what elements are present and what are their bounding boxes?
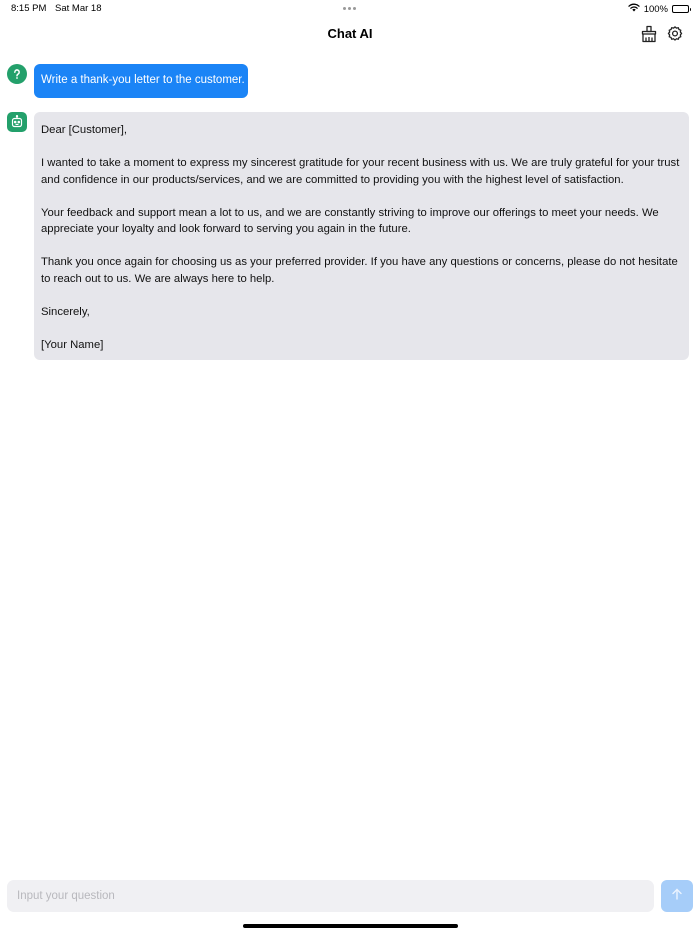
page-title: Chat AI <box>327 26 373 41</box>
status-bar <box>0 0 700 18</box>
bot-message-paragraph: Sincerely, <box>41 305 90 318</box>
bot-message-paragraph: I wanted to take a moment to express my sincerest gratitude for your recent business with us. We are truly grateful for your trust and confidence in our products/services, and we are committed to providing you with the highest level of satisfaction. <box>41 157 680 186</box>
battery-icon <box>672 5 689 13</box>
question-input-container <box>7 880 654 912</box>
user-message-text: Write a thank-you letter to the customer. <box>41 74 245 86</box>
status-left <box>11 3 102 14</box>
question-input[interactable] <box>7 880 654 912</box>
bot-message-paragraph: Dear [Customer], <box>41 124 128 136</box>
home-indicator[interactable] <box>243 924 458 928</box>
bot-message-paragraph: [Your Name] <box>41 338 104 351</box>
status-time: 8:15 PM <box>11 3 47 14</box>
status-date: Sat Mar 18 <box>55 3 102 14</box>
user-message-bubble[interactable] <box>34 64 248 98</box>
gear-icon[interactable] <box>665 24 685 44</box>
status-right <box>628 3 689 15</box>
bot-message-bubble[interactable] <box>34 112 689 360</box>
battery-percent: 100% <box>643 3 668 15</box>
bot-message-paragraph: Your feedback and support mean a lot to us, and we are constantly striving to improve our offerings to meet your needs. We appreciate your loyalty and look forward to serving you again in the future. <box>41 206 659 235</box>
question-icon <box>7 64 27 84</box>
nav-bar <box>0 18 700 50</box>
bot-message-paragraph: Thank you once again for choosing us as your preferred provider. If you have any questions or concerns, please do not hesitate to reach out to us. We are always here to help. <box>41 256 678 285</box>
broom-icon[interactable] <box>639 24 659 44</box>
multitasking-dots-icon[interactable] <box>343 7 356 10</box>
arrow-up-icon <box>671 887 683 905</box>
wifi-icon <box>628 3 640 15</box>
send-button[interactable] <box>661 880 693 912</box>
robot-icon <box>7 112 27 132</box>
